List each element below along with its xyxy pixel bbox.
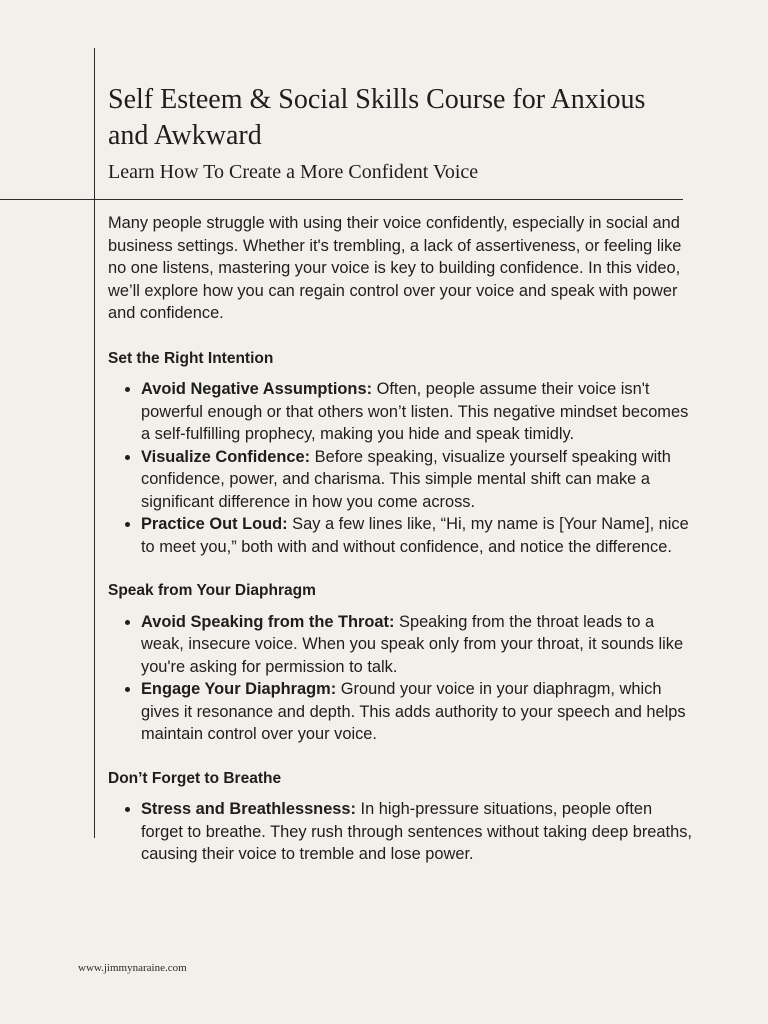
list-item-term: Visualize Confidence: [141, 447, 311, 466]
list-item-term: Avoid Speaking from the Throat: [141, 612, 395, 631]
list-item-term: Stress and Breathlessness: [141, 800, 356, 818]
list-item-term: Practice Out Loud: [141, 515, 288, 533]
list-item-text: In high-pressure situations, people often forget to breathe. They rush through sentences without taking deep breaths, causing their voice to tremble and lose power. [141, 800, 692, 863]
page-subtitle: Learn How To Create a More Confident Voice [108, 161, 479, 183]
list-item [141, 611, 694, 679]
list-item [141, 798, 694, 866]
section-heading-intention: Set the Right Intention [108, 349, 274, 367]
bullet-list-intention [108, 378, 694, 558]
list-item-term: Avoid Negative Assumptions: [141, 380, 373, 398]
list-item [141, 378, 694, 446]
footer-url: www.jimmynaraine.com [78, 962, 187, 974]
list-item-text: Say a few lines like, “Hi, my name is [Your Name], nice to meet you,” both with and without confidence, and notice the difference. [141, 515, 689, 556]
section-heading-breathe: Don’t Forget to Breathe [108, 769, 282, 787]
list-item [141, 513, 694, 558]
document-body [108, 212, 694, 866]
section-heading-diaphragm: Speak from Your Diaphragm [108, 582, 316, 599]
bullet-list-breathe [108, 798, 694, 866]
list-item [141, 446, 694, 514]
list-item-text: Often, people assume their voice isn't powerful enough or that others won’t listen. This negative mindset becomes a self-fulfilling prophecy, making you hide and speak timidly. [141, 380, 689, 443]
vertical-divider [94, 48, 95, 838]
intro-paragraph: Many people struggle with using their voice confidently, especially in social and business settings. Whether it's trembling, a lack of assertiveness, or feeling like no one listens, mastering your voice is key to building confidence. In this video, we’ll explore how you can regain control over your voice and speak with power and confidence. [108, 214, 682, 322]
bullet-list-diaphragm [108, 611, 694, 746]
list-item [141, 678, 694, 746]
list-item-text: Speaking from the throat leads to a weak, insecure voice. When you speak only from your throat, it sounds like you're asking for permission to talk. [141, 612, 684, 676]
list-item-term: Engage Your Diaphragm: [141, 680, 337, 698]
horizontal-divider [0, 199, 683, 200]
list-item-text: Ground your voice in your diaphragm, which gives it resonance and depth. This adds authority to your speech and helps maintain control over your voice. [141, 680, 686, 743]
list-item-text: Before speaking, visualize yourself speaking with confidence, power, and charisma. This simple mental shift can make a significant difference in how you come across. [141, 447, 671, 511]
page-title: Self Esteem & Social Skills Course for Anxious and Awkward [108, 84, 646, 151]
